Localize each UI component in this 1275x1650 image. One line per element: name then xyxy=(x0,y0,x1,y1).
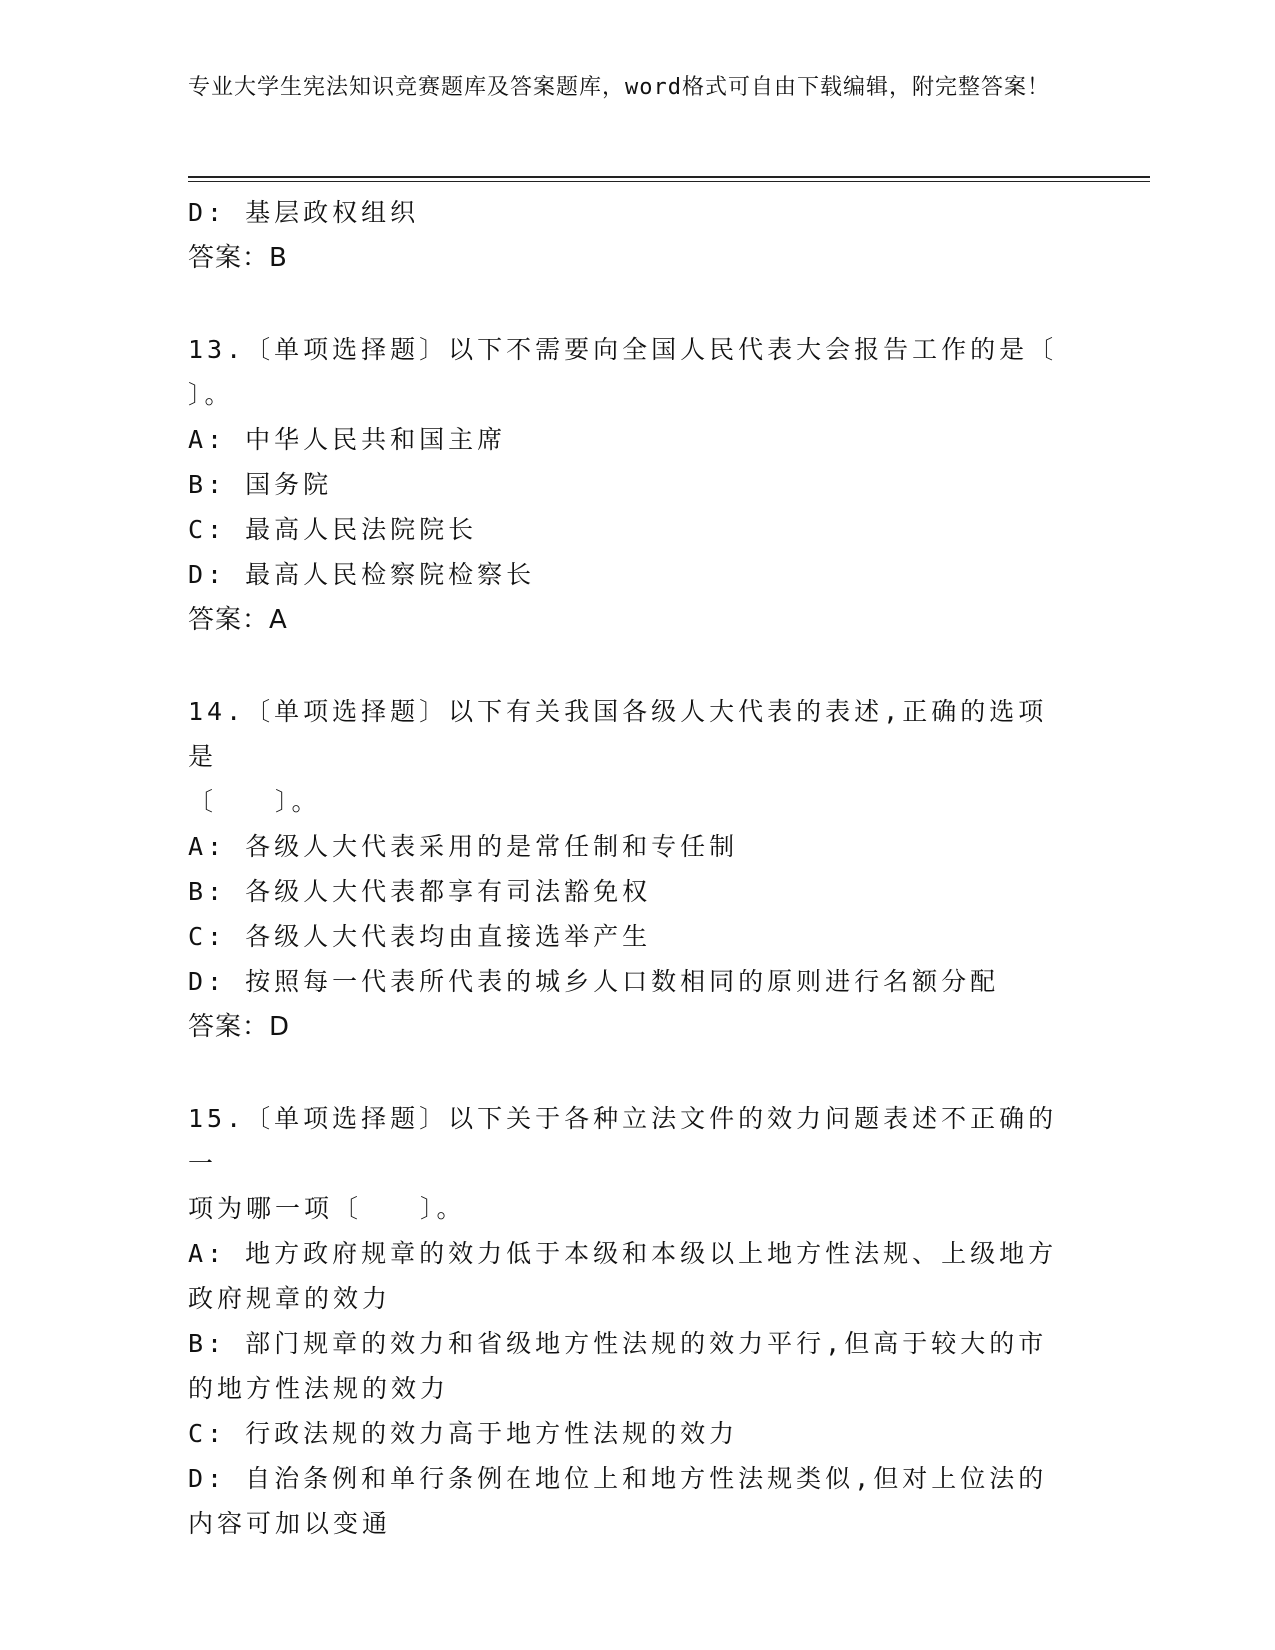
option-d: D: 自治条例和单行条例在地位上和地方性法规类似,但对上位法的内容可加以变通 xyxy=(188,1464,1048,1538)
question-list xyxy=(188,190,1068,1546)
option-d: D: 最高人民检察院检察长 xyxy=(188,560,536,589)
option-b: B: 各级人大代表都享有司法豁免权 xyxy=(188,877,652,906)
question-stem-continued: 项为哪一项〔 〕。 xyxy=(188,1194,466,1223)
option-b: B: 国务院 xyxy=(188,470,333,499)
continuation-block xyxy=(188,190,1068,281)
spacer xyxy=(188,643,1068,689)
answer-line: 答案：B xyxy=(188,243,288,273)
question-13 xyxy=(188,327,1068,643)
question-stem: 13.〔单项选择题〕以下不需要向全国人民代表大会报告工作的是〔 xyxy=(188,335,1058,364)
spacer xyxy=(188,281,1068,327)
header-divider-thick xyxy=(188,176,1150,178)
option-c: C: 行政法规的效力高于地方性法规的效力 xyxy=(188,1419,739,1448)
option-c: C: 最高人民法院院长 xyxy=(188,515,478,544)
answer-line: 答案：D xyxy=(188,1012,291,1042)
spacer xyxy=(188,1050,1068,1096)
option-a: A: 地方政府规章的效力低于本级和本级以上地方性法规、上级地方政府规章的效力 xyxy=(188,1239,1058,1313)
option-b: B: 部门规章的效力和省级地方性法规的效力平行,但高于较大的市的地方性法规的效力 xyxy=(188,1329,1048,1403)
question-stem: 14.〔单项选择题〕以下有关我国各级人大代表的表述,正确的选项是 xyxy=(188,697,1048,771)
option-a: A: 各级人大代表采用的是常任制和专任制 xyxy=(188,832,739,861)
option-d: D: 按照每一代表所代表的城乡人口数相同的原则进行名额分配 xyxy=(188,967,1000,996)
question-15 xyxy=(188,1096,1068,1546)
question-14 xyxy=(188,689,1068,1050)
header-divider-thin xyxy=(188,181,1150,182)
option-a: A: 中华人民共和国主席 xyxy=(188,425,507,454)
page-header: 专业大学生宪法知识竞赛题库及答案题库，word格式可自由下载编辑，附完整答案！ xyxy=(188,75,1050,100)
answer-line: 答案：A xyxy=(188,605,288,635)
question-stem-continued: 〔 〕。 xyxy=(188,787,321,816)
option-d: D: 基层政权组织 xyxy=(188,198,420,227)
question-stem-continued: 〕。 xyxy=(188,380,234,409)
question-stem: 15.〔单项选择题〕以下关于各种立法文件的效力问题表述不正确的一 xyxy=(188,1104,1058,1178)
option-c: C: 各级人大代表均由直接选举产生 xyxy=(188,922,652,951)
